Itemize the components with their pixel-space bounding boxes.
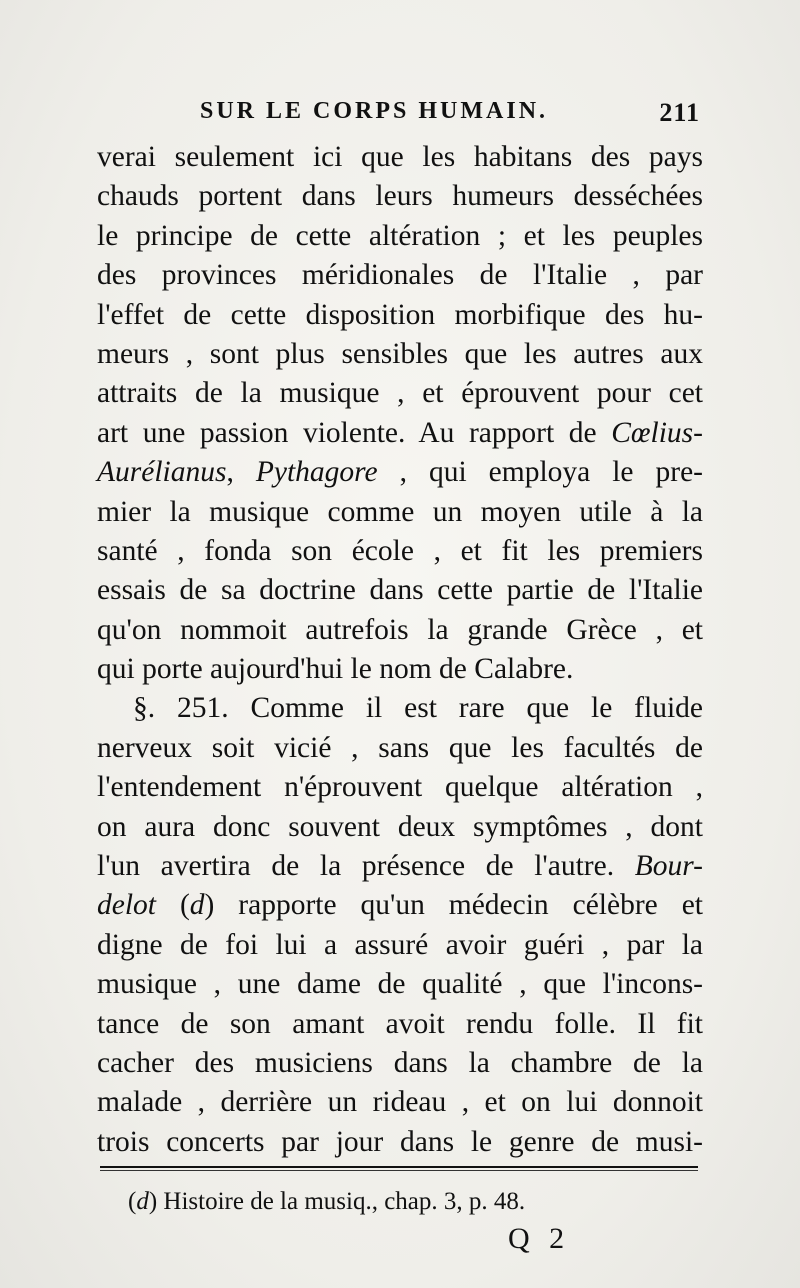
italic-name: delot	[97, 889, 156, 922]
footnote-text: Histoire de la musiq., chap. 3, p. 48.	[157, 1188, 526, 1215]
page-number: 211	[659, 98, 700, 127]
text-line: art une passion violente. Au rapport de Cœlius-	[97, 416, 703, 449]
italic-name: Pythagore	[255, 456, 378, 489]
text-line: des provinces méridionales de l'Italie , par	[97, 259, 703, 292]
text-line: mier la musique comme un moyen utile à la	[97, 495, 703, 528]
text-line: Aurélianus, Pythagore , qui employa le pre-	[97, 456, 704, 489]
text-line: trois concerts par jour dans le genre de musi-	[97, 1125, 703, 1158]
footnote-rule-thin	[100, 1170, 698, 1171]
text-line: essais de sa doctrine dans cette partie de l'Italie	[97, 574, 703, 607]
text-line: le principe de cette altération ; et les peuples	[97, 219, 703, 252]
text-line: delot (d) rapporte qu'un médecin célèbre et	[97, 889, 703, 922]
footnote-ref: d	[189, 889, 205, 922]
text-line: l'un avertira de la présence de l'autre. Bour-	[97, 850, 703, 883]
text-line: l'entendement n'éprouvent quelque altération ,	[97, 771, 703, 804]
text-line: cacher des musiciens dans la chambre de la	[97, 1046, 703, 1079]
text-line: l'effet de cette disposition morbifique des hu-	[97, 298, 703, 331]
text-line: qui porte aujourd'hui le nom de Calabre.	[97, 653, 574, 686]
footnote-marker: d	[136, 1188, 149, 1215]
footnote: (d) Histoire de la musiq., chap. 3, p. 48.	[128, 1188, 526, 1215]
signature-mark: Q 2	[508, 1222, 571, 1255]
text-line: on aura donc souvent deux symptômes , dont	[97, 810, 703, 843]
text-line: chauds portent dans leurs humeurs desséchées	[97, 180, 703, 213]
text-line: santé , fonda son école , et fit les premiers	[97, 534, 703, 567]
running-head-title: SUR LE CORPS HUMAIN.	[200, 98, 549, 124]
text-line: attraits de la musique , et éprouvent pour cet	[97, 377, 703, 410]
text-line: verai seulement ici que les habitans des pays	[97, 141, 703, 173]
running-head	[100, 98, 700, 138]
body-text	[97, 138, 703, 1162]
footnote-rule	[100, 1166, 698, 1168]
italic-name: Aurélianus	[97, 456, 227, 489]
text-line: malade , derrière un rideau , et on lui donnoit	[97, 1086, 703, 1119]
text-line: meurs , sont plus sensibles que les autres aux	[97, 337, 703, 370]
text-line: digne de foi lui a assuré avoir guéri , par la	[97, 928, 703, 961]
section-start-line: §. 251. Comme il est rare que le fluide	[133, 692, 703, 725]
text-line: tance de son amant avoit rendu folle. Il fit	[97, 1007, 703, 1040]
text-line: musique , une dame de qualité , que l'incons-	[97, 968, 703, 1001]
italic-name: Cœlius-	[611, 416, 703, 449]
italic-name: Bour-	[634, 850, 703, 883]
text-line: nerveux soit vicié , sans que les facultés de	[97, 731, 703, 764]
text-line: qu'on nommoit autrefois la grande Grèce , et	[97, 613, 703, 646]
